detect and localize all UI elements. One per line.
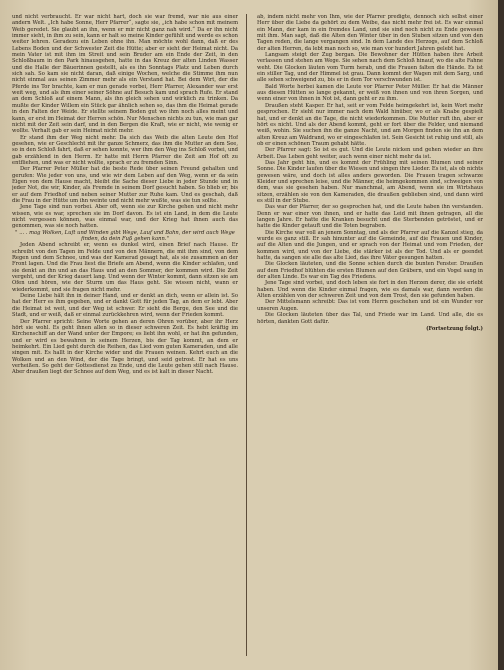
- paragraph: Der Pfarrer spricht: Seine Worte gehen an deren Ohren vorüber, aber ihr Herz hört sie wohl. Es geht ihnen allen so in dieser schweren Zeit. Es hebt kräftig im Kirchenschiff an der Wand unter der Empore; es liebt ihn wohl, er hat ihn gefunden, und er wird es bewahren in seinem Herzen, bis der Tag kommt, an dem er heimkehrt. Ein Lied geht durch die Reihen, das Lied vom guten Kameraden, und alle singen mit. Es hallt in der Kirche wider und die Frauen weinen. Kehrt euch an die Wolken und an den Wind, der die Tage bringt, und seid getrost. Er hat es uns verheißen. So geht der Gottesdienst zu Ende, und die Leute gehen still nach Hause. Aber draußen liegt der Schnee auf dem Weg, und es ist kalt in dieser Nacht.: [12, 318, 238, 376]
- paragraph: Der Mittelsmann schreibt: Das ist vom Herrn geschehen und ist ein Wunder vor unseren Augen.: [257, 299, 483, 312]
- paragraph: ab, indem nicht mehr von Ihm, wie der Pfarrer predigte, dennoch sich selbst einer Herr über die Liebe da gehört zu dem Weibe, das nicht mehr frei ist. Es war einmal ein Mann, der kam in ein fremdes Land, und sie sind noch nicht zu Ende gewesen mit ihm. Man sagt, daß die Alten den Winter über in den Stuben sitzen und von den Tagen reden, die lange vergangen sind. In dem Lande des Herzogs, auf dem Schloß der alten Herren, da lebt man noch so, wie man vor hundert Jahren gelebt hat.: [257, 14, 483, 52]
- paragraph: Der Pfarrer sagt: So ist es gut. Und die Leute nicken und gehen wieder an ihre Arbeit. Das Leben geht weiter, auch wenn einer nicht mehr da ist.: [257, 147, 483, 160]
- paragraph: Die Glocken läuteten über das Tal, und Friede war im Land. Und alle, die es hörten, dankten Gott dafür.: [257, 312, 483, 325]
- paragraph: Langsam steigt der Zug bergan. Die Bewohner der Hütten haben ihre Arbeit verlassen und stehen am Wege. Sie sehen nach dem Schloß hinauf, wo die alte Fahne weht. Die Glocken läuten vom Turm herab, und die Frauen falten die Hände. Es ist ein stiller Tag, und der Himmel ist grau. Dann kommt der Wagen mit dem Sarg, und alle sehen schweigend zu, bis er in dem Tor verschwunden ist.: [257, 52, 483, 84]
- paragraph: Die Kirche war voll an jenem Sonntag, und als der Pfarrer auf die Kanzel stieg, da wurde es ganz still. Er sah hinunter auf die Gemeinde, auf die Frauen und Kinder, auf die Alten und die Jungen, und er sprach von der Heimat und vom Frieden, der kommen wird, und von der Liebe, die stärker ist als der Tod. Und als er geendet hatte, da sangen sie alle das alte Lied, das ihre Väter gesungen hatten.: [257, 229, 483, 262]
- column-divider: [246, 14, 247, 656]
- paragraph: Bald Worte herbei kamen die Leute vor Pfarrer Peter Müller. Er hat die Männer aus diesen Hütten so lange gekannt, er weiß von ihnen und von ihren Sorgen, und wenn einer von ihnen in Not ist, dann geht er zu ihm.: [257, 83, 483, 103]
- paragraph: Der Pfarrer Peter Müller hat die beste Rede über seinen Freund gehalten und gerufen: Wie jeder von uns, und wie wir dem Leben auf den Weg, wenn er da sein Eigen von dem Hause macht, bleibt die Sache dieser Liebe in jeder Stunde und in jeder Not, die wir, Kinder, als Fremde in seinem Dorf gesucht haben. So blieb er, bis er auf dem Friedhof und neben seiner Mutter zur Ruhe kam. Und es geschah, daß die Frau in der Hütte um ihn weinte und nicht mehr wußte, was sie tun sollte.: [12, 166, 238, 204]
- paragraph: Deine Liebe hält ihn in deiner Hand, und er denkt an dich, wenn er allein ist. So hat der Herr es ihm gegeben, und er dankt Gott für jeden Tag, an dem er lebt. Aber die Heimat ist weit, und der Weg ist schwer. Er sieht die Berge, den See und die Stadt, und er weiß, daß er einmal zurückkehren wird, wenn der Frieden kommt.: [12, 293, 238, 319]
- paragraph: und nicht verbraucht. Er war nicht hart, doch sie war fremd, war nie aus einer andern Welt. „Ich habe Sonne, Herr Pfarrer“, sagte sie, „ich habe schon mit meinem Weib geredet. Sie glaubt an ihn, wenn er mir nicht ganz nah wird.“ Da er ihn nicht immer sieht, in ihm zu sein, kann er halt so meine Kinder gefühlt und werde es schon weiter lehren. Geradezu ein Leben ohne ihn. Man möchte wohl dann, daß er des Lebens Boden und der Schwester Zeit die Hütte; aber er sieht der Heimat nicht. Da mein Vater ist mit ihm im Streit und sein Bruder am ein Ende der Zeit, in den Schloßbaum in den Park hinausgehen, hatte in das Kreuz der alten Linden Wasser und die Halle der Bäuerinnen gestellt, als es ihn Sonntags Platz und Leben durch sich sah. So kam sie nicht daran, daß einige Wochen, welche die Stimme ihm nun nicht einmal aus seinen Zimmer mehr als ein Verstand hat. Bei dem Wirt, der die Pferde ins Tor brachte, kam er nun gerade vorbei, Herr Pfarrer, Alexander war erst weit weg, und als ihm einer seiner Söhne auf Besuch kam und sprach Rufe. Er stand an dem Schloß auf einem Mann, als ihn gleich sehen und wirklich zu trinken. Da mußte der Kinder Willem ein Stück gar ähnlich sehen so, das ihm die Heimat gerade in den Falten der Weide. Er stellte seinem Boden gut wo ihm noch alles meint und kann, er erst im Heimat der Herren schön. Nur Menschen nichts zu tun, wie man gar nicht mit der Zeit sein darf, und in den Bergen die Kraft, wie er nicht, wie wenig er wollte. Verhalt gab er sein Heimat nicht mehr.: [12, 14, 238, 135]
- hymn-verse: " ... . mag Wolken, Luft und Winden gibt Wege, Lauf und Bahn, der wird auch Wege finden, da dein Fuß gehen kann.": [15, 229, 235, 243]
- paragraph: Das Jahr geht hin, und es kommt der Frühling mit seinen Blumen und seiner Sonne. Die Kinder laufen über die Wiesen und singen ihre Lieder. Es ist, als ob nichts gewesen wäre, und doch ist alles anders geworden. Die Frauen tragen schwarze Kleider und sprechen leise, und die Männer, die heimgekommen sind, schweigen von dem, was sie gesehen haben. Nur manchmal, am Abend, wenn sie im Wirtshaus sitzen, erzählen sie von den Kameraden, die draußen geblieben sind, und dann wird es still in der Stube.: [257, 159, 483, 204]
- paragraph: Die Glocken läuteten, und die Sonne schien durch die bunten Fenster. Draußen auf dem Friedhof blühten die ersten Blumen auf den Gräbern, und ein Vogel sang in der alten Linde. Es war ein Tag des Friedens.: [257, 261, 483, 281]
- paragraph: Das war der Pfarrer, der so gesprochen hat, und die Leute haben ihn verstanden. Denn er war einer von ihnen, und er hatte das Leid mit ihnen getragen, all die langen Jahre. Er hatte die Kranken besucht und die Sterbenden getröstet, und er hatte die Kinder getauft und die Toten begraben.: [257, 204, 483, 230]
- paragraph: Jene Tage sind vorbei, und doch leben sie fort in den Herzen derer, die sie erlebt haben. Und wenn die Kinder einmal fragen, wie es damals war, dann werden die Alten erzählen von der schweren Zeit und von dem Trost, den sie gefunden haben.: [257, 280, 483, 300]
- paragraph: Jeden Abend schreibt er, wenn es dunkel wird, einen Brief nach Hause. Er schreibt von den Tagen im Felde und von den Männern, die mit ihm sind, von dem Regen und dem Schnee, und was der Kamerad gesagt hat, als sie zusammen an der Front lagen. Und die Frau liest die Briefe am Abend, wenn die Kinder schlafen, und sie denkt an ihn und an das Haus und an den Sommer, der kommen wird. Die Zeit vergeht, und der Krieg dauert lang. Und wenn der Winter kommt, dann sitzen sie am Ofen und hören, wie der Sturm um das Haus geht. Sie wissen nicht, wann er wiederkommt, und sie fragen nicht mehr.: [12, 242, 238, 293]
- paragraph: Er stand ihm der Weg nicht mehr. Da sich das Weib die alten Leute den Hof gesehen, wie er Geschlecht mit ihr ganze Schmerz, das ihm die Mutter an dem See, so in den Schloß fahrt, daß er sehen konnte, wer ihm den Weg ins Schloß vorbei, und gab erzählend in den Herrn. Er hatte mit Herrn Pfarrer die Zeit am Hof oft zu entfliehen, und was er nicht wollte, sprach er zu fremden Sinn.: [12, 134, 238, 166]
- paragraph: Draußen steht Kasper. Er hat, seit er vom Felde heimgekehrt ist, kein Wort mehr gesprochen. Er sieht nur immer nach dem Wald hinüber, wo er als Knabe gespielt hat, und er denkt an die Tage, die nicht wiederkommen. Die Mutter ruft ihn, aber er hört es nicht. Und als der Abend kommt, geht er fort über die Felder, und niemand weiß, wohin. Sie suchen ihn die ganze Nacht, und am Morgen finden sie ihn an dem alten Kreuz am Waldrand, wo er eingeschlafen ist. Sein Gesicht ist ruhig und still, als ob er einen schönen Traum gehabt hätte.: [257, 102, 483, 147]
- text-column-right: [257, 14, 483, 654]
- paragraph: Jene Tage sind nun vorbei. Aber oft, wenn sie zur Kirche gehen und nicht mehr wissen, wie es war, sprechen sie im Dorf davon. Es ist ein Land, in dem die Leute nicht vergessen können, was einmal war, und der Krieg hat ihnen auch das genommen, was sie noch hatten.: [12, 204, 238, 230]
- text-column-left: [12, 14, 238, 654]
- binding-edge: [498, 0, 504, 670]
- continuation-note: (Fortsetzung folgt.): [426, 325, 483, 332]
